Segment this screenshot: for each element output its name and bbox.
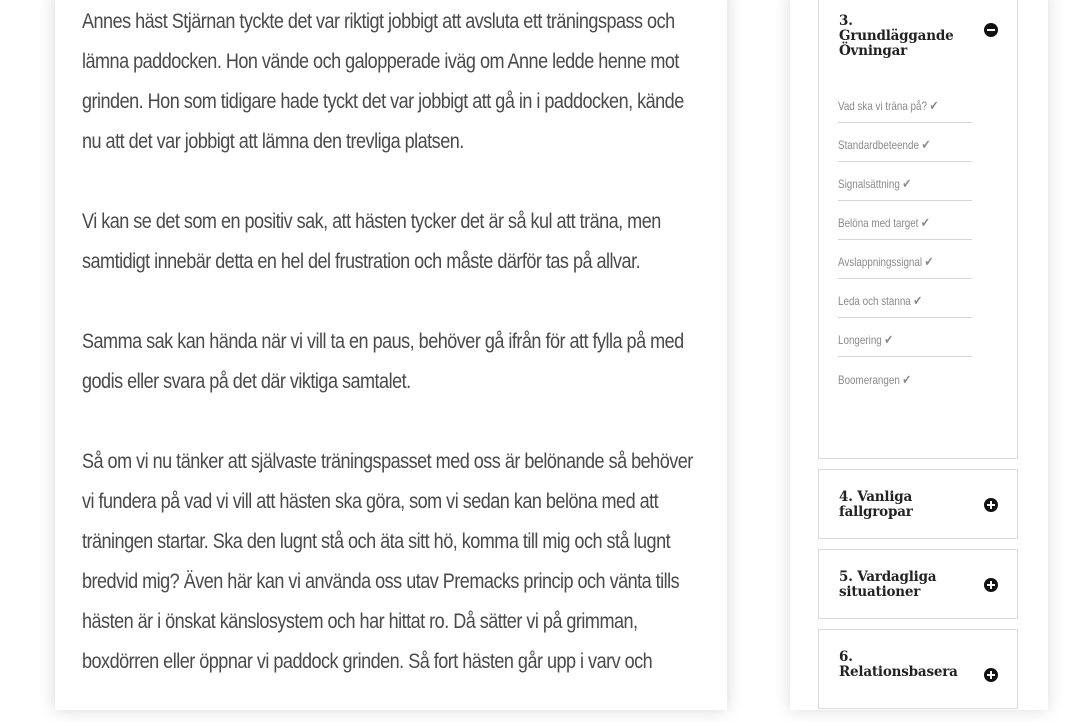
lesson-item[interactable] [838, 84, 972, 123]
lesson-item[interactable] [838, 240, 972, 279]
title-line: 4. Vanliga [839, 489, 913, 505]
title-line: Övningar [839, 43, 908, 59]
lesson-label: Vad ska vi träna på? [838, 99, 927, 113]
text-line: nu att det var jobbigt att lämna den trevliga platsen. [82, 130, 464, 153]
section-title [839, 570, 959, 600]
accordion-section-4[interactable] [818, 469, 1018, 539]
plus-circle-icon[interactable] [984, 578, 998, 592]
text-line: Annes häst Stjärnan tyckte det var riktigt jobbigt att avsluta ett träningspass och [82, 10, 675, 33]
text-line: träningen startar. Ska den lugnt stå och äta sitt hö, komma till mig och stå lugnt [82, 530, 671, 553]
accordion-section-3 [818, 0, 1018, 459]
paragraph [82, 442, 718, 682]
lesson-label: Standardbeteende [838, 138, 919, 152]
accordion-section-5[interactable] [818, 549, 1018, 619]
text-line: Samma sak kan hända när vi vill ta en paus, behöver gå ifrån för att fylla på med [82, 330, 684, 353]
text-line: hästen är i önskat känslosystem och har hittat ro. Då sätter vi på grimman, [82, 610, 638, 633]
lesson-item[interactable] [838, 162, 972, 201]
course-sidebar [790, 0, 1048, 710]
text-line: Vi kan se det som en positiv sak, att hästen tycker det är så kul att träna, men [82, 210, 661, 233]
accordion-section-6[interactable] [818, 629, 1018, 709]
checkmark-icon: ✔ [924, 254, 934, 269]
text-line: boxdörren eller öppnar vi paddock grinden. Så fort hästen går upp i varv och [82, 650, 653, 673]
lesson-label: Belöna med target [838, 216, 919, 230]
text-line: bredvid mig? Även här kan vi använda oss utav Premacks princip och vänta tills [82, 570, 680, 593]
checkmark-icon: ✔ [902, 176, 912, 191]
lesson-item[interactable] [838, 123, 972, 162]
section-title [839, 650, 959, 680]
checkmark-icon: ✔ [921, 137, 931, 152]
title-line: 6. [839, 649, 853, 665]
lesson-label: Signalsättning [838, 177, 900, 191]
checkmark-icon: ✔ [913, 293, 923, 308]
title-line: Relationsbasera [839, 664, 958, 680]
text-line: Så om vi nu tänker att självaste träningspasset med oss är belönande så behöver [82, 450, 693, 473]
title-line: situationer [839, 584, 921, 600]
plus-circle-icon[interactable] [984, 498, 998, 512]
checkmark-icon: ✔ [929, 98, 939, 113]
lesson-label: Boomerangen [838, 373, 900, 387]
lesson-list [819, 84, 972, 396]
lesson-item[interactable] [838, 279, 972, 318]
plus-circle-icon[interactable] [984, 668, 998, 682]
lesson-label: Avslappningssignal [838, 255, 923, 269]
title-line: Grundläggande [839, 28, 954, 44]
article-body [82, 2, 718, 722]
accordion-header-4[interactable] [819, 470, 1017, 520]
lesson-item[interactable] [838, 201, 972, 240]
text-line: godis eller svara på det där viktiga samtalet. [82, 370, 411, 393]
text-line: grinden. Hon som tidigare hade tyckt det var jobbigt att gå in i paddocken, kände [82, 90, 684, 113]
checkmark-icon: ✔ [902, 372, 912, 387]
text-line: samtidigt innebär detta en hel del frustration och måste därför tas på allvar. [82, 250, 641, 273]
checkmark-icon: ✔ [884, 332, 894, 347]
lesson-label: Longering [838, 333, 882, 347]
text-line: vi fundera på vad vi vill att hästen ska göra, som vi sedan kan belöna med att [82, 490, 659, 513]
title-line: 5. Vardagliga [839, 569, 937, 585]
lesson-item[interactable] [838, 357, 972, 396]
lesson-label: Leda och stanna [838, 294, 911, 308]
section-title [839, 490, 959, 520]
article-card [55, 0, 727, 710]
paragraph [82, 2, 718, 162]
title-line: 3. [839, 13, 853, 29]
minus-circle-icon[interactable] [984, 23, 998, 37]
checkmark-icon: ✔ [920, 215, 930, 230]
section-title [839, 14, 959, 59]
paragraph [82, 202, 718, 282]
accordion-header-6[interactable] [819, 630, 1017, 680]
accordion-header-5[interactable] [819, 550, 1017, 600]
text-line: lämna paddocken. Hon vände och galopperade iväg om Anne ledde henne mot [82, 50, 679, 73]
lesson-item[interactable] [838, 318, 972, 357]
title-line: fallgropar [839, 504, 913, 520]
paragraph [82, 322, 718, 402]
